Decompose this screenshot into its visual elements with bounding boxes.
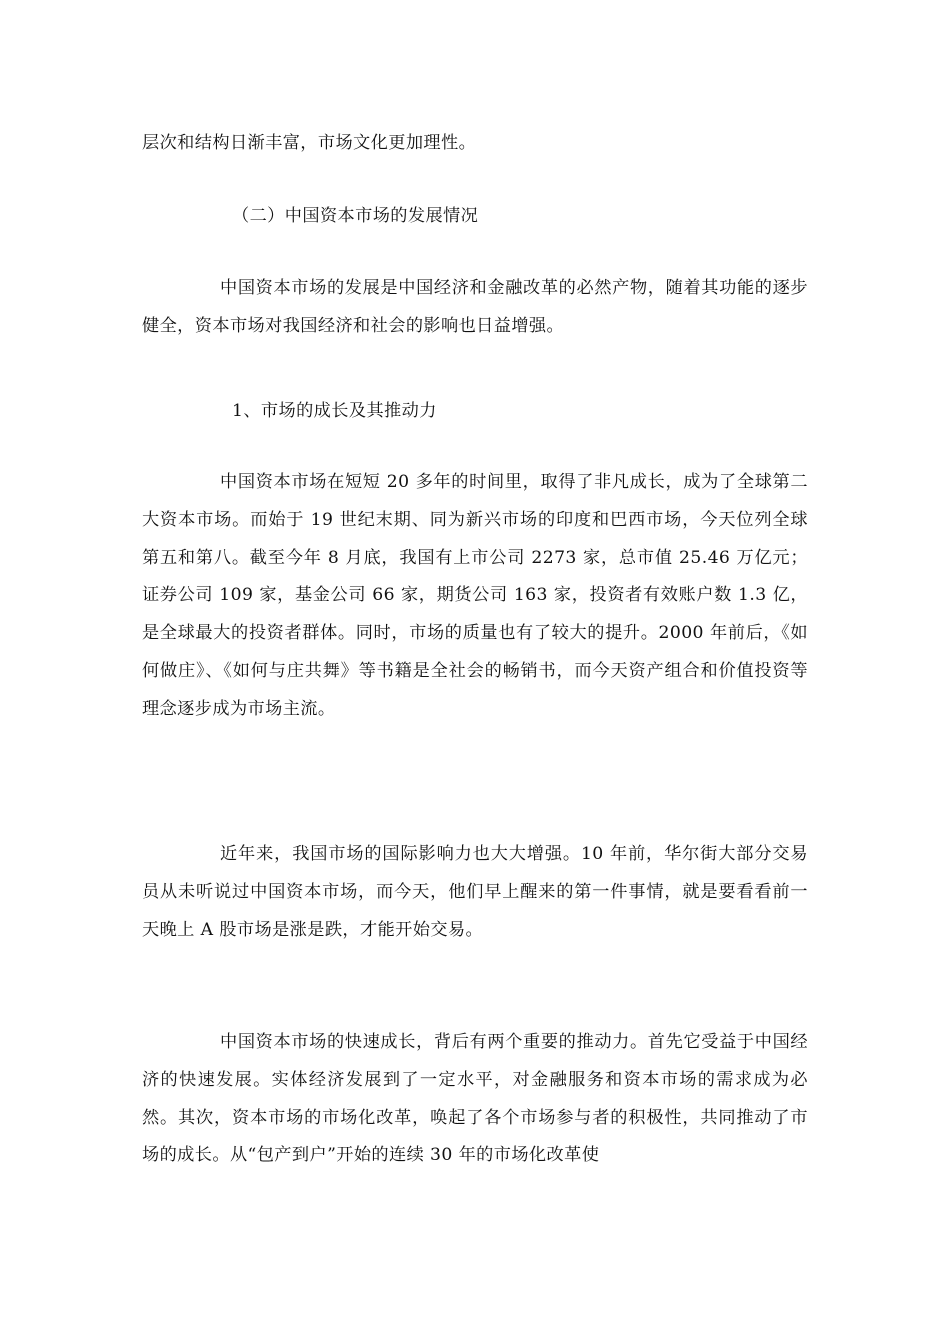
paragraph-2: 中国资本市场在短短 20 多年的时间里，取得了非凡成长，成为了全球第二大资本市场。而始于 19 世纪末期、同为新兴市场的印度和巴西市场，今天位列全球第五和第八。截至今年 8 月底，我国有上市公司 2273 家，总市值 25.46 万亿元；证券公司 109 家，基金公司 66 家，期货公司 163 家，投资者有效账户数 1.3 亿，是全球最大的投资者群体。同时，市场的质量也有了较大的提升。2000 年前后，《如何做庄》、《如何与庄共舞》等书籍是全社会的畅销书，而今天资产组合和价值投资等理念逐步成为市场主流。 — [142, 472, 808, 719]
subheading-1: 1、市场的成长及其推动力 — [232, 401, 437, 421]
paragraph-4: 中国资本市场的快速成长，背后有两个重要的推动力。首先它受益于中国经济的快速发展。实体经济发展到了一定水平，对金融服务和资本市场的需求成为必然。其次，资本市场的市场化改革，唤起了各个市场参与者的积极性，共同推动了市场的成长。从“包产到户”开始的连续 30 年的市场化改革使 — [142, 1032, 808, 1166]
section-heading: （二）中国资本市场的发展情况 — [232, 206, 479, 226]
paragraph-1: 中国资本市场的发展是中国经济和金融改革的必然产物，随着其功能的逐步健全，资本市场对我国经济和社会的影响也日益增强。 — [142, 278, 808, 336]
paragraph-3: 近年来，我国市场的国际影响力也大大增强。10 年前，华尔街大部分交易员从未听说过中国资本市场，而今天，他们早上醒来的第一件事情，就是要看看前一天晚上 A 股市场是涨是跌，才能开始交易。 — [142, 844, 808, 940]
continuation-text: 层次和结构日渐丰富，市场文化更加理性。 — [142, 133, 477, 153]
